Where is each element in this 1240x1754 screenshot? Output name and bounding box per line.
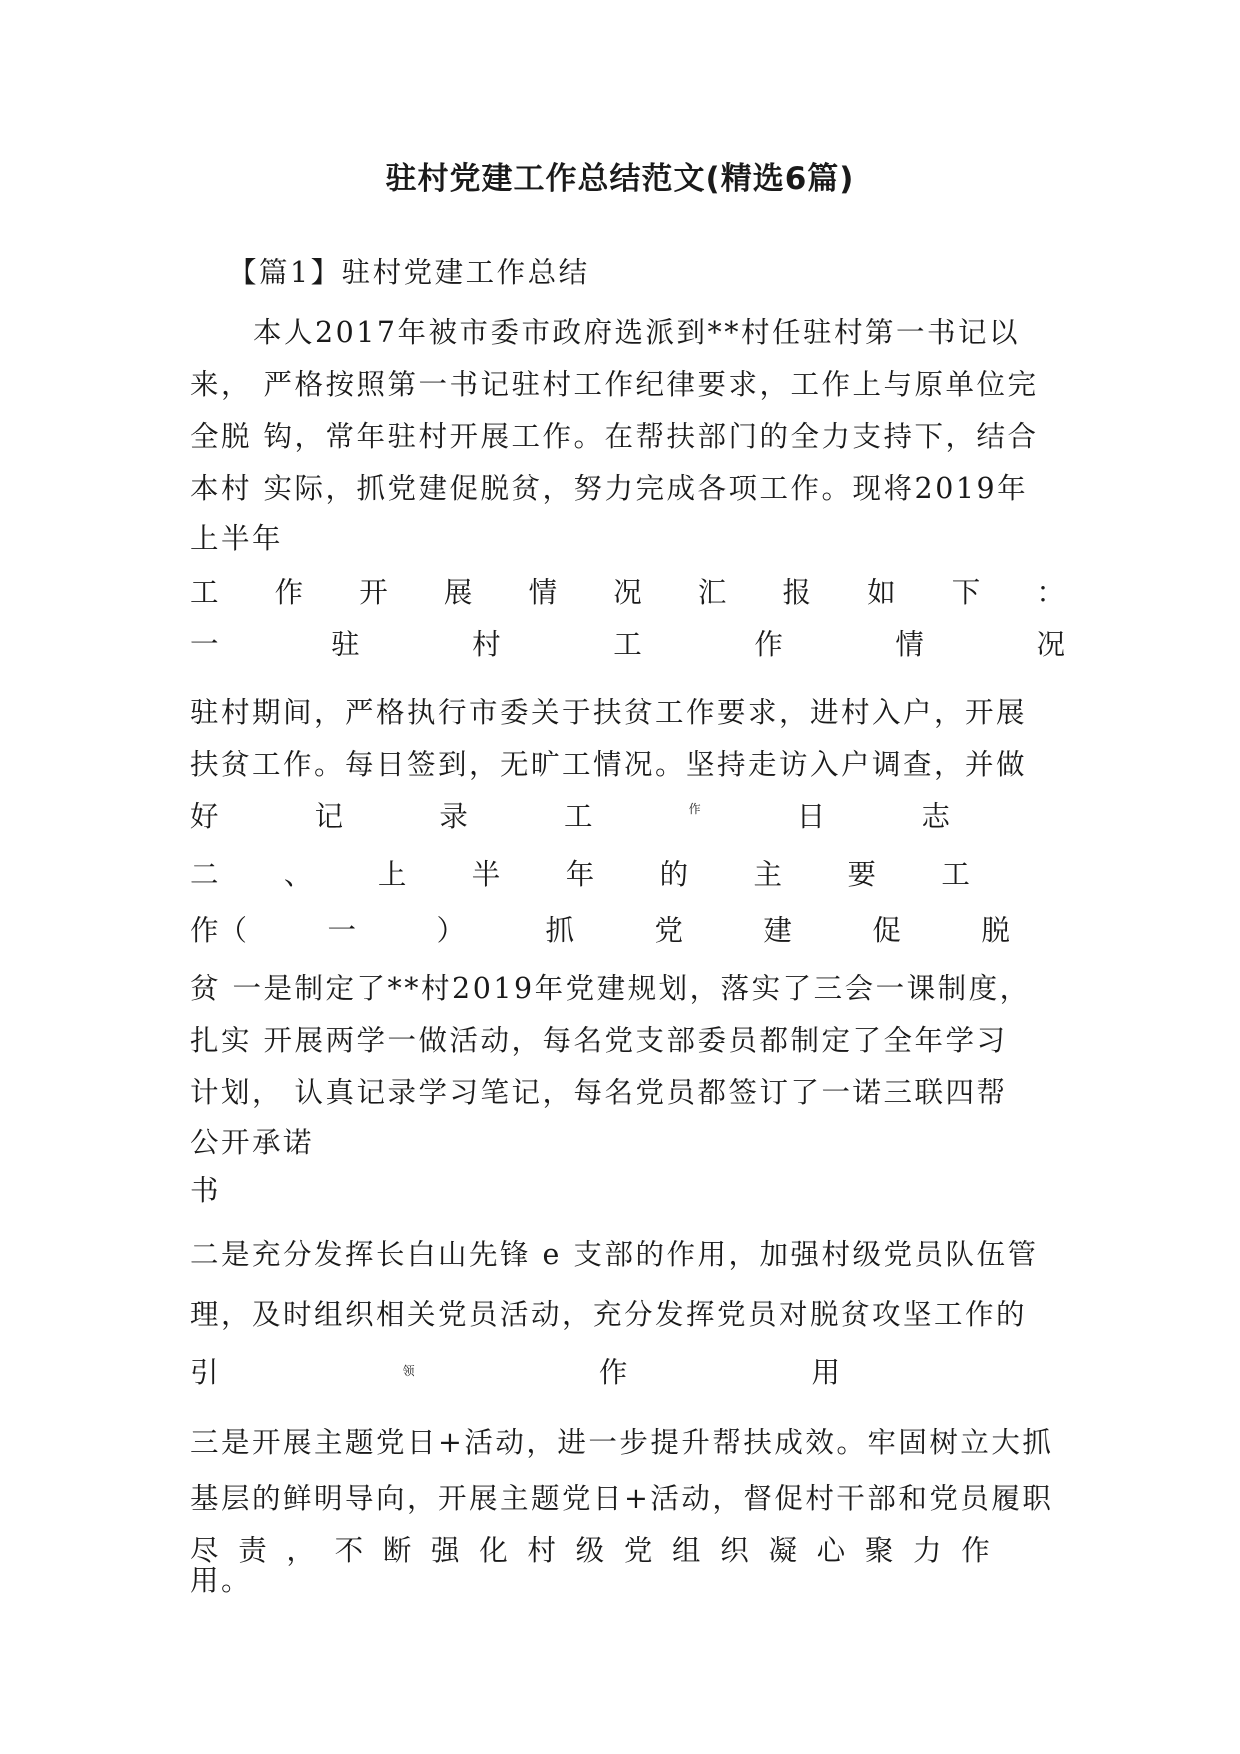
spread-char: 工: [941, 858, 970, 891]
spread-char: 下: [951, 576, 981, 609]
paragraph-line: 扎实 开展两学一做活动，每名党支部委员都制定了全年学习: [190, 1024, 1008, 1057]
spread-char: 录: [439, 800, 468, 833]
spread-char: 要: [847, 858, 876, 891]
spread-char: 日: [796, 800, 826, 833]
paragraph-line: 驻村期间，严格执行市委关于扶贫工作要求，进村入户，开展: [190, 696, 1028, 729]
spread-char: 工: [613, 628, 642, 661]
spread-char: 开: [359, 576, 388, 609]
paragraph-line: 上半年: [190, 522, 284, 555]
spread-char: 促: [872, 914, 901, 947]
paragraph-line: 公开承诺: [190, 1126, 315, 1159]
spread-char: 尽: [190, 1534, 219, 1567]
spread-line: [190, 908, 1010, 949]
spread-char: 半: [471, 858, 501, 891]
paragraph-line: 书: [190, 1174, 222, 1207]
spread-line: [190, 570, 1065, 611]
spread-line: [190, 1350, 840, 1391]
spread-char: 年: [565, 858, 595, 891]
paragraph-line: 扶贫工作。每日签到，无旷工情况。坚持走访入户调查，并做: [190, 748, 1028, 781]
paragraph-line: 二是充分发挥长白山先锋 e 支部的作用，加强村级党员队伍管: [190, 1238, 1039, 1271]
paragraph-line: 用。: [190, 1564, 253, 1597]
paragraph-line: 基层的鲜明导向，开展主题党日+活动，督促村干部和党员履职: [190, 1482, 1054, 1515]
spread-line: [190, 1528, 990, 1569]
paragraph-line: 全脱 钩，常年驻村开展工作。在帮扶部门的全力支持下，结合: [190, 420, 1039, 453]
spread-char: 强: [431, 1534, 460, 1567]
spread-char: 上: [377, 858, 407, 891]
spread-char: 力: [913, 1534, 942, 1567]
spread-char: 志: [921, 800, 950, 833]
spread-char: 断: [382, 1534, 412, 1567]
spread-char: ：: [1036, 576, 1065, 609]
spread-char: ，: [286, 1534, 315, 1567]
spread-char: 责: [238, 1534, 267, 1567]
spread-char: 好: [190, 800, 219, 833]
spread-char: 抓: [545, 914, 574, 947]
spread-char: 报: [782, 576, 811, 609]
spread-char: 驻: [331, 628, 360, 661]
spread-char: 如: [867, 576, 896, 609]
paragraph-line: 计划， 认真记录学习笔记，每名党员都签订了一诺三联四帮: [190, 1076, 1008, 1109]
spread-char: 况: [1036, 628, 1065, 661]
spread-char: 、: [283, 858, 313, 891]
spread-char: 二: [190, 858, 219, 891]
paragraph-line: 贫 一是制定了**村2019年党建规划，落实了三会一课制度，: [190, 972, 1031, 1005]
spread-char: 领: [402, 1364, 415, 1378]
spread-char: 脱: [981, 914, 1010, 947]
spread-char: 汇: [697, 576, 727, 609]
spread-char: 作: [274, 576, 304, 609]
spread-char: 村: [527, 1534, 556, 1567]
spread-char: 况: [613, 576, 642, 609]
paragraph-line: 来， 严格按照第一书记驻村工作纪律要求，工作上与原单位完: [190, 368, 1039, 401]
spread-char: 记: [314, 800, 344, 833]
spread-char: 工: [190, 576, 219, 609]
paragraph-line: 本村 实际，抓党建促脱贫，努力完成各项工作。现将2019年: [190, 472, 1029, 505]
paragraph-line: 三是开展主题党日+活动，进一步提升帮扶成效。牢固树立大抓: [190, 1426, 1054, 1459]
spread-char: 心: [816, 1534, 846, 1567]
spread-char: 党: [623, 1534, 653, 1567]
spread-char: 不: [334, 1534, 364, 1567]
spread-line: [190, 794, 950, 835]
spread-char: 作: [754, 628, 783, 661]
spread-char: 建: [763, 914, 792, 947]
spread-line: [190, 852, 970, 893]
spread-char: ）: [436, 914, 465, 947]
document-title: 驻村党建工作总结范文(精选6篇): [385, 161, 855, 197]
spread-char: 村: [472, 628, 501, 661]
spread-char: 作: [961, 1534, 990, 1567]
spread-char: 作: [688, 802, 701, 816]
spread-char: 凝: [768, 1534, 797, 1567]
spread-char: 聚: [864, 1534, 894, 1567]
spread-char: 作: [598, 1356, 628, 1389]
spread-char: 组: [672, 1534, 701, 1567]
spread-char: 级: [575, 1534, 605, 1567]
paragraph-line: 本人2017年被市委市政府选派到**村任驻村第一书记以: [253, 316, 1021, 349]
spread-char: 一: [190, 628, 219, 661]
paragraph-line: 理，及时组织相关党员活动，充分发挥党员对脱贫攻坚工作的: [190, 1298, 1028, 1331]
spread-char: 引: [190, 1356, 219, 1389]
spread-char: 作（: [190, 914, 248, 947]
spread-line: [190, 622, 1065, 663]
spread-char: 情: [895, 628, 924, 661]
spread-char: 展: [443, 576, 473, 609]
section-heading: 【篇1】驻村党建工作总结: [228, 256, 590, 289]
spread-char: 党: [654, 914, 683, 947]
spread-char: 的: [659, 858, 689, 891]
spread-char: 情: [528, 576, 558, 609]
spread-char: 用: [811, 1356, 840, 1389]
spread-char: 工: [563, 800, 593, 833]
spread-char: 一: [327, 914, 356, 947]
spread-char: 化: [479, 1534, 508, 1567]
spread-char: 主: [753, 858, 783, 891]
spread-char: 织: [720, 1534, 749, 1567]
